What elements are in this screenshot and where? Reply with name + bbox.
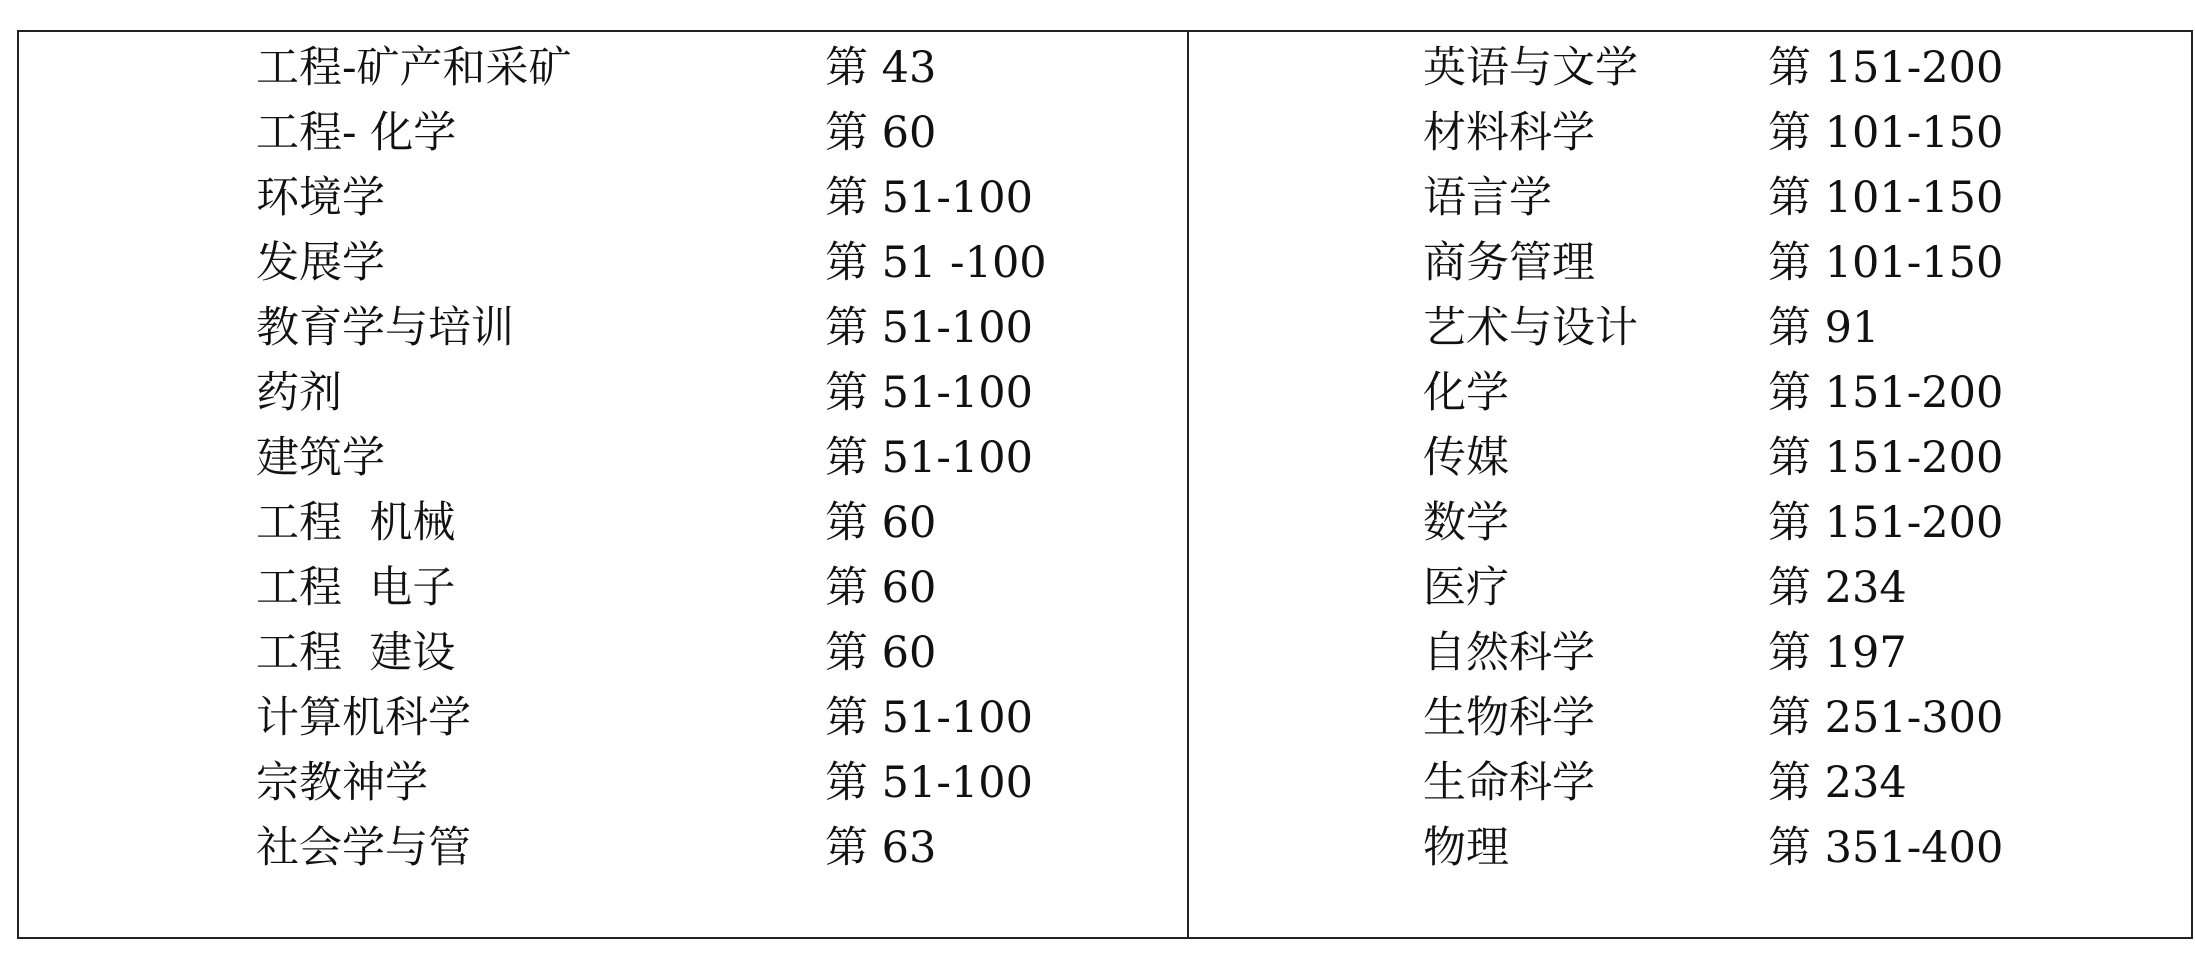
- subject-label: 传媒: [1423, 433, 1509, 483]
- subject-label: 建筑学: [256, 433, 385, 483]
- subject-label: 语言学: [1423, 173, 1552, 223]
- subject-label: 环境学: [256, 173, 385, 223]
- subject-label: 化学: [1423, 368, 1509, 418]
- rank-value: 第 151-200: [1768, 433, 2004, 483]
- subject-label: 生物科学: [1423, 693, 1595, 743]
- rank-value: 第 91: [1768, 303, 1880, 353]
- rank-value: 第 151-200: [1768, 498, 2004, 548]
- rank-value: 第 51-100: [825, 173, 1033, 223]
- rank-value: 第 51-100: [825, 758, 1033, 808]
- subject-label: 英语与文学: [1423, 43, 1638, 93]
- rank-value: 第 60: [825, 498, 937, 548]
- subject-label: 宗教神学: [256, 758, 428, 808]
- subject-label: 教育学与培训: [256, 303, 514, 353]
- subject-label: 艺术与设计: [1423, 303, 1638, 353]
- rank-value: 第 351-400: [1768, 823, 2004, 873]
- rank-value: 第 43: [825, 43, 937, 93]
- column-divider: [1187, 30, 1189, 939]
- subject-label: 发展学: [256, 238, 385, 288]
- subject-label: 工程-矿产和采矿: [256, 43, 572, 93]
- rank-value: 第 234: [1768, 758, 1907, 808]
- subject-label: 药剂: [256, 368, 342, 418]
- rank-value: 第 51-100: [825, 693, 1033, 743]
- rank-value: 第 234: [1768, 563, 1907, 613]
- subject-label: 自然科学: [1423, 628, 1595, 678]
- rank-value: 第 51-100: [825, 433, 1033, 483]
- rank-value: 第 251-300: [1768, 693, 2004, 743]
- subject-label: 工程 建设: [256, 628, 456, 678]
- rank-value: 第 101-150: [1768, 173, 2004, 223]
- subject-label: 物理: [1423, 823, 1509, 873]
- rank-value: 第 51-100: [825, 303, 1033, 353]
- rank-value: 第 101-150: [1768, 108, 2004, 158]
- rank-value: 第 51-100: [825, 368, 1033, 418]
- rank-value: 第 60: [825, 108, 937, 158]
- rank-value: 第 60: [825, 563, 937, 613]
- subject-label: 材料科学: [1423, 108, 1595, 158]
- rank-value: 第 151-200: [1768, 43, 2004, 93]
- rank-value: 第 197: [1768, 628, 1907, 678]
- subject-label: 医疗: [1423, 563, 1509, 613]
- rank-value: 第 101-150: [1768, 238, 2004, 288]
- subject-label: 工程 电子: [256, 563, 456, 613]
- subject-label: 生命科学: [1423, 758, 1595, 808]
- subject-label: 商务管理: [1423, 238, 1595, 288]
- subject-label: 社会学与管: [256, 823, 471, 873]
- rank-value: 第 51 -100: [825, 238, 1047, 288]
- subject-label: 数学: [1423, 498, 1509, 548]
- rank-value: 第 151-200: [1768, 368, 2004, 418]
- rank-value: 第 60: [825, 628, 937, 678]
- subject-label: 计算机科学: [256, 693, 471, 743]
- rank-value: 第 63: [825, 823, 937, 873]
- subject-label: 工程- 化学: [256, 108, 457, 158]
- subject-label: 工程 机械: [256, 498, 456, 548]
